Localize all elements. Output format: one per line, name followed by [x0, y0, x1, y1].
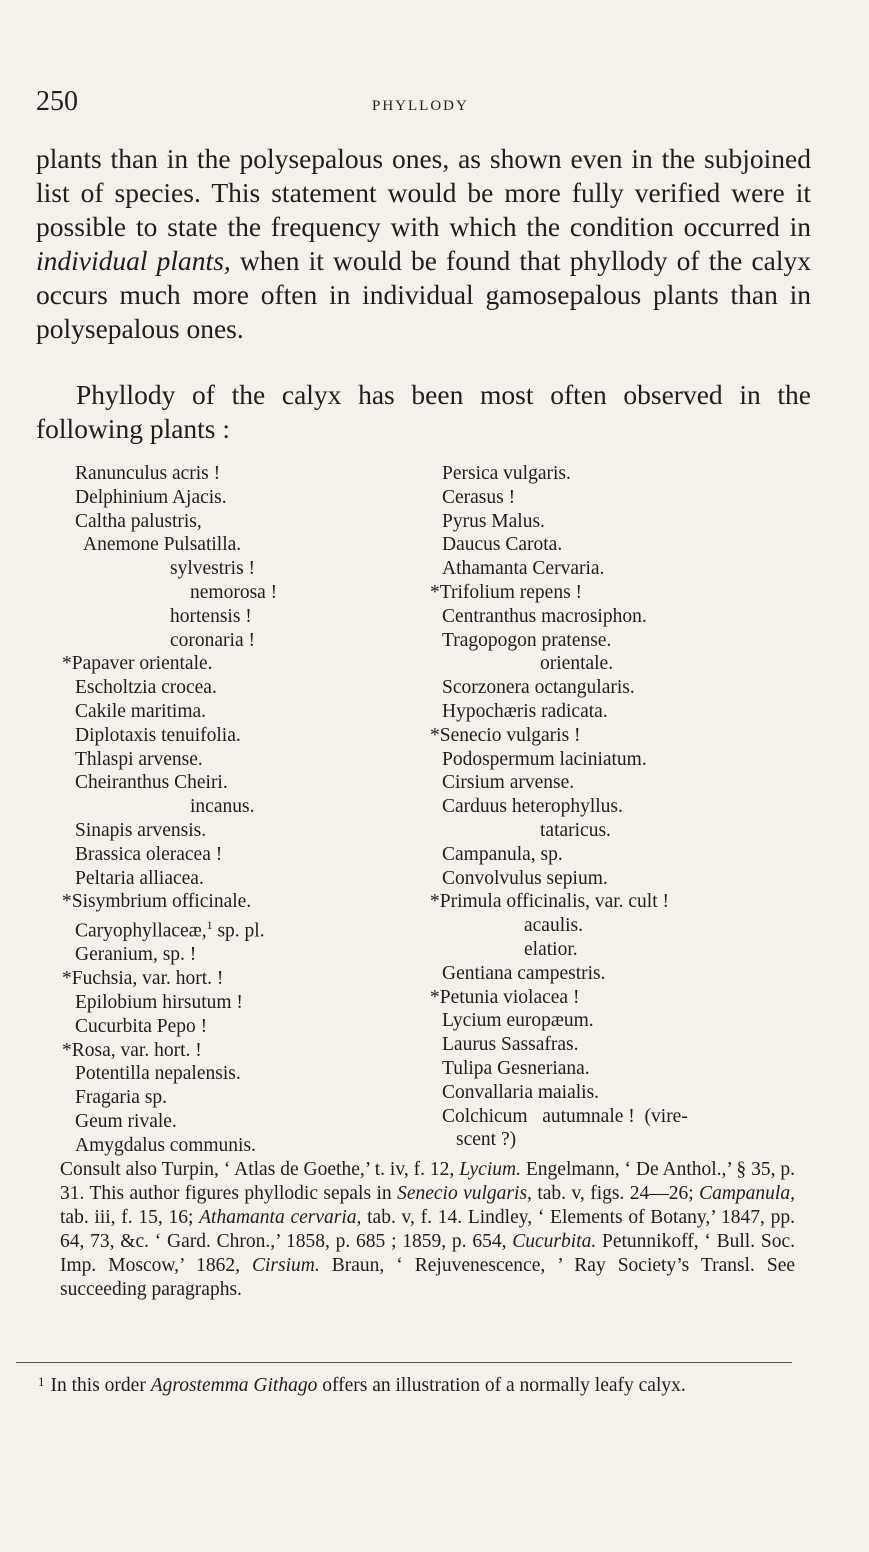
list-item: Sinapis arvensis.: [75, 819, 207, 841]
list-item: sylvestris !: [170, 558, 256, 580]
list-item: Amygdalus communis.: [75, 1134, 256, 1156]
ref-text: tab. v, f. 14. Lindley, ‘ Elements of Botany,’ 1847, pp. 64, 73, &c. ‘ Gard. Chron.,’ 1858, p. 685 ; 1859, p. 654,: [60, 1207, 795, 1252]
list-item: elatior.: [524, 938, 578, 960]
species-list: [0, 462, 869, 1156]
paragraph-intro-text-a: plants than in the polysepalous ones, as shown even in the subjoined list of species. This statement would be more fully verified were it possible to state the frequency with which the condition occurred in: [36, 143, 811, 242]
list-item: Anemone Pulsatilla.: [83, 534, 242, 556]
list-item: Escholtzia crocea.: [75, 677, 217, 699]
ref-text: Consult also Turpin, ‘ Atlas de Goethe,’ t. iv, f. 12,: [60, 1159, 460, 1180]
list-item: Ranunculus acris !: [75, 463, 221, 484]
list-item: *Senecio vulgaris !: [430, 724, 581, 746]
ref-italic: Campanula,: [699, 1183, 795, 1204]
list-item: Laurus Sassafras.: [442, 1034, 579, 1056]
list-item: Pyrus Malus.: [442, 510, 545, 532]
list-item: Daucus Carota.: [442, 534, 563, 556]
list-item-suffix: sp. pl.: [212, 920, 265, 942]
list-item: Geranium, sp. !: [75, 944, 197, 966]
list-item: Brassica oleracea !: [75, 843, 223, 865]
list-item: nemorosa !: [190, 581, 278, 603]
list-item: *Primula officinalis, var. cult !: [430, 891, 670, 913]
list-item: Cheiranthus Cheiri.: [75, 772, 228, 794]
references-paragraph: [60, 1158, 795, 1302]
list-item: Cerasus !: [442, 486, 516, 508]
ref-italic: Cirsium.: [252, 1255, 320, 1276]
list-item-text: Caryophyllaceæ,: [75, 920, 207, 942]
list-item: *Fuchsia, var. hort. !: [62, 968, 224, 990]
footnote-italic: Agrostemma Githago: [150, 1375, 318, 1396]
list-item: Persica vulgaris.: [442, 463, 571, 484]
footnote-text-a: In this order: [50, 1375, 151, 1396]
list-item: Cirsium arvense.: [442, 772, 575, 794]
list-item: *Rosa, var. hort. !: [62, 1039, 202, 1061]
list-item: Delphinium Ajacis.: [75, 486, 227, 508]
ref-text: tab. v, figs. 24—26;: [531, 1183, 700, 1204]
ref-text: Engelmann, ‘ De Anthol.,’ § 35, p. 31. This author figures phyllodic sepals in: [60, 1159, 795, 1204]
list-item: orientale.: [540, 653, 614, 675]
species-list-right: [430, 462, 820, 1152]
page-header: [36, 86, 836, 126]
ref-text: Braun, ‘ Rejuvenescence, ’ Ray Society’s Transl. See succeeding paragraphs.: [60, 1255, 796, 1300]
ref-text: tab. iii, f. 15, 16;: [60, 1207, 200, 1228]
paragraph-intro: [36, 142, 811, 346]
list-item: *Trifolium repens !: [430, 581, 583, 603]
list-item: Hypochæris radicata.: [442, 700, 608, 722]
ref-italic: Cucurbita.: [512, 1231, 597, 1252]
list-item: Convallaria maialis.: [442, 1081, 600, 1103]
list-item: Caltha palustris,: [75, 510, 202, 532]
list-item: Thlaspi arvense.: [75, 748, 203, 770]
footnote-divider: [16, 1362, 792, 1363]
list-item: Podospermum laciniatum.: [442, 748, 647, 770]
list-item: *Petunia violacea !: [430, 986, 580, 1008]
running-head: PHYLLODY: [372, 98, 469, 114]
list-item: Peltaria alliacea.: [75, 867, 204, 889]
paragraph-list-intro: [36, 378, 811, 446]
ref-italic: Lycium.: [459, 1159, 521, 1180]
ref-text: Petunnikoff, ‘ Bull. Soc. Imp. Moscow,’ 1862,: [60, 1231, 795, 1276]
list-item: incanus.: [190, 796, 255, 818]
page-number: 250: [36, 86, 78, 117]
list-item: Scorzonera octangularis.: [442, 677, 635, 699]
footnote-reference: 1: [206, 918, 213, 933]
list-item: Centranthus macrosiphon.: [442, 605, 647, 627]
list-item: Geum rivale.: [75, 1111, 177, 1133]
list-item: Tulipa Gesneriana.: [442, 1057, 590, 1079]
list-item: Campanula, sp.: [442, 843, 563, 865]
footnote-text-b: offers an illustration of a normally leafy calyx.: [317, 1375, 686, 1396]
list-item: Colchicum autumnale ! (vire-: [442, 1105, 688, 1127]
list-item: Convolvulus sepium.: [442, 867, 608, 889]
list-item: Diplotaxis tenuifolia.: [75, 724, 241, 746]
footnote-mark: 1: [38, 1374, 45, 1389]
list-item: Athamanta Cervaria.: [442, 558, 605, 580]
ref-italic: Senecio vulgaris,: [397, 1183, 532, 1204]
list-item: Gentiana campestris.: [442, 962, 606, 984]
list-item: Epilobium hirsutum !: [75, 992, 243, 1014]
list-item: Cakile maritima.: [75, 700, 207, 722]
list-item: Cucurbita Pepo !: [75, 1015, 208, 1037]
list-item: [62, 914, 422, 943]
paragraph-intro-italic: individual plants,: [36, 245, 231, 276]
list-item: Fragaria sp.: [75, 1087, 168, 1109]
footnote: [16, 1370, 796, 1397]
list-item: Potentilla nepalensis.: [75, 1063, 241, 1085]
ref-italic: Athamanta cervaria,: [199, 1207, 362, 1228]
paragraph-intro-text-b: when it would be found that phyllody of the calyx occurs much more often in individual gamosepalous plants than in polysepalous ones.: [36, 245, 811, 344]
list-item: Lycium europæum.: [442, 1010, 594, 1032]
list-item: acaulis.: [524, 915, 584, 937]
list-item: Carduus heterophyllus.: [442, 796, 623, 818]
list-item: tataricus.: [540, 819, 611, 841]
list-item: *Papaver orientale.: [62, 653, 213, 675]
list-item: Tragopogon pratense.: [442, 629, 612, 651]
list-item: *Sisymbrium officinale.: [62, 891, 252, 913]
list-item: scent ?): [456, 1129, 517, 1151]
list-item: coronaria !: [170, 629, 255, 651]
list-item: hortensis !: [170, 605, 252, 627]
paragraph-list-intro-text: Phyllody of the calyx has been most often observed in the following plants :: [36, 379, 811, 444]
species-list-left: [62, 462, 422, 1158]
